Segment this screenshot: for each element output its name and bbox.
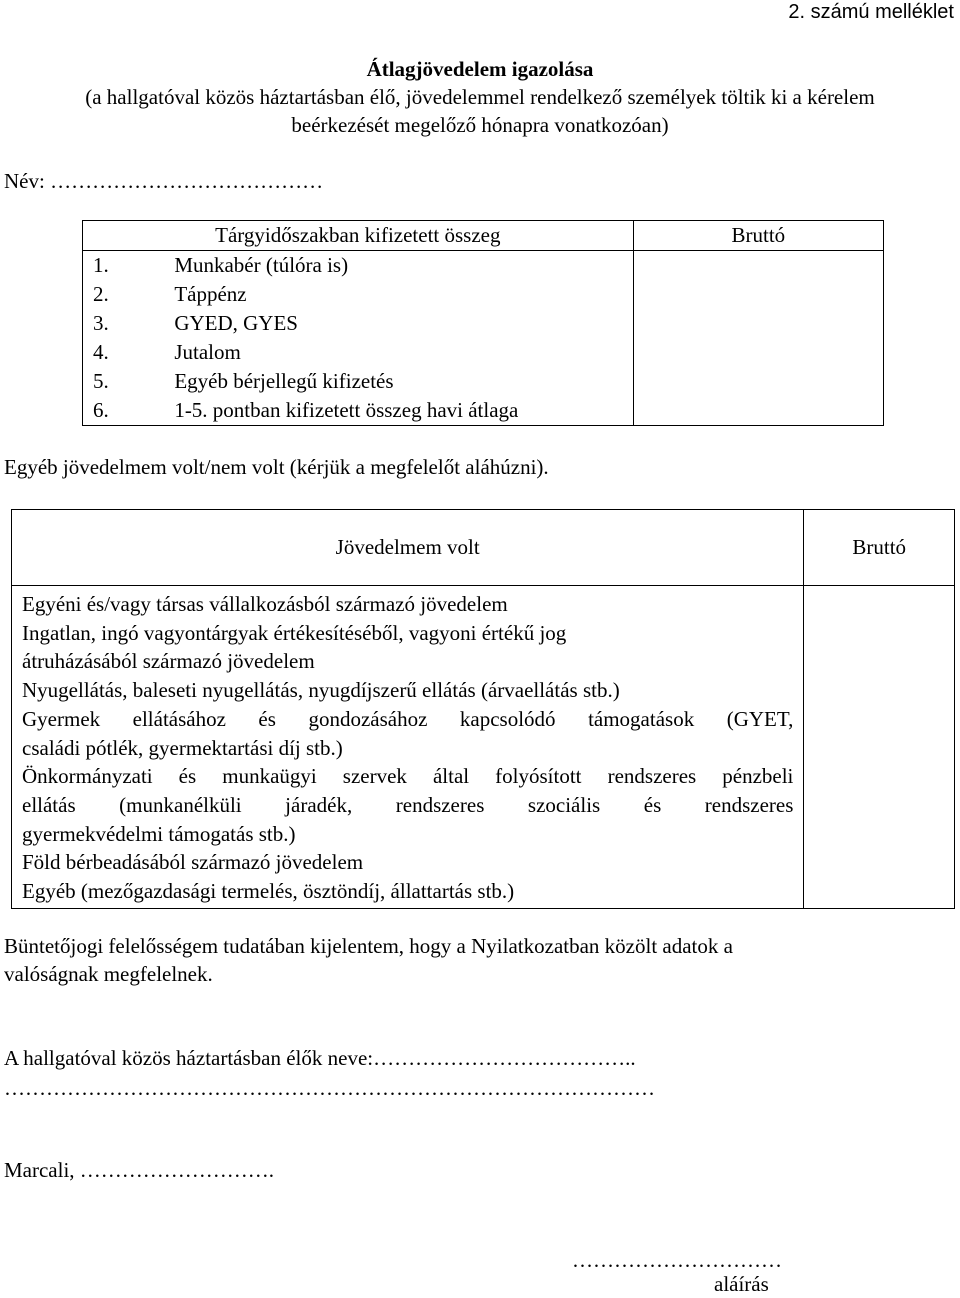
row-label: Táppénz [168, 280, 633, 309]
income-category-line: átruházásából származó jövedelem [22, 649, 315, 674]
table-row [83, 251, 884, 281]
table-row [83, 367, 884, 396]
row-value-cell [633, 280, 883, 309]
row-value-cell [633, 309, 883, 338]
declaration-line-2: valóságnak megfelelnek. [4, 962, 213, 986]
table-row [83, 396, 884, 426]
income-category-line: Föld bérbeadásából származó jövedelem [22, 850, 364, 875]
table-row [83, 309, 884, 338]
income-category-line: ellátás (munkanélküli járadék, rendszeres szociális és rendszeres [22, 792, 794, 817]
row-number: 5. [83, 367, 169, 396]
annex-number: 2. számú melléklet [788, 1, 954, 23]
other-income-table [11, 509, 955, 909]
salary-table-header-label: Tárgyidőszakban kifizetett összeg [83, 221, 634, 251]
row-value-cell [633, 338, 883, 367]
income-category-line: Önkormányzati és munkaügyi szervek által folyósított rendszeres pénzbeli [22, 764, 794, 789]
income-category-line: Egyéb (mezőgazdasági termelés, ösztöndíj, állattartás stb.) [22, 879, 515, 904]
household-members-line-1: A hallgatóval közös háztartásban élők neve:……………………………….. [4, 1046, 636, 1070]
row-label: Egyéb bérjellegű kifizetés [168, 367, 633, 396]
declaration-line-1: Büntetőjogi felelősségem tudatában kijelentem, hogy a Nyilatkozatban közölt adatok a [4, 934, 733, 958]
document-title: Átlagjövedelem igazolása [366, 57, 594, 81]
document-subtitle-line-2: beérkezését megelőző hónapra vonatkozóan) [291, 113, 669, 137]
other-income-value-cell [804, 586, 955, 909]
other-income-statement: Egyéb jövedelmem volt/nem volt (kérjük a megfelelőt aláhúzni). [4, 455, 549, 479]
other-income-header-value: Bruttó [804, 510, 955, 586]
income-category-line: Egyéni és/vagy társas vállalkozásból származó jövedelem [22, 592, 508, 616]
row-number: 3. [83, 309, 169, 338]
place-date-line: Marcali, ………………………. [4, 1158, 275, 1182]
income-category-line: Gyermek ellátásához és gondozásához kapcsolódó támogatások (GYET, [22, 706, 794, 731]
other-income-header-label: Jövedelmem volt [12, 510, 804, 586]
signature-line: ………………………… [572, 1248, 782, 1272]
row-number: 6. [83, 396, 169, 426]
income-category-line: gyermekvédelmi támogatás stb.) [22, 821, 296, 846]
row-value-cell [633, 367, 883, 396]
row-label: GYED, GYES [168, 309, 633, 338]
table-row [83, 280, 884, 309]
row-value-cell [633, 251, 883, 281]
row-number: 4. [83, 338, 169, 367]
salary-table-header-value: Bruttó [633, 221, 883, 251]
income-category-line: Nyugellátás, baleseti nyugellátás, nyugdíjszerű ellátás (árvaellátás stb.) [22, 678, 620, 703]
row-label: Jutalom [168, 338, 633, 367]
salary-income-table [82, 220, 884, 426]
other-income-categories [12, 586, 804, 909]
household-members-line-2: ………………………………………………………………………………… [4, 1076, 655, 1100]
row-label: 1-5. pontban kifizetett összeg havi átlaga [168, 396, 633, 426]
income-category-line: Ingatlan, ingó vagyontárgyak értékesítéséből, vagyoni értékű jog [22, 620, 567, 645]
row-label: Munkabér (túlóra is) [168, 251, 633, 281]
table-row [83, 338, 884, 367]
name-field: Név: ………………………………… [4, 169, 324, 193]
signature-label: aláírás [714, 1272, 769, 1296]
row-number: 2. [83, 280, 169, 309]
document-subtitle-line-1: (a hallgatóval közös háztartásban élő, jövedelemmel rendelkező személyek töltik ki a kérelem [85, 85, 875, 109]
row-value-cell [633, 396, 883, 426]
row-number: 1. [83, 251, 169, 281]
income-category-line: családi pótlék, gyermektartási díj stb.) [22, 735, 343, 760]
